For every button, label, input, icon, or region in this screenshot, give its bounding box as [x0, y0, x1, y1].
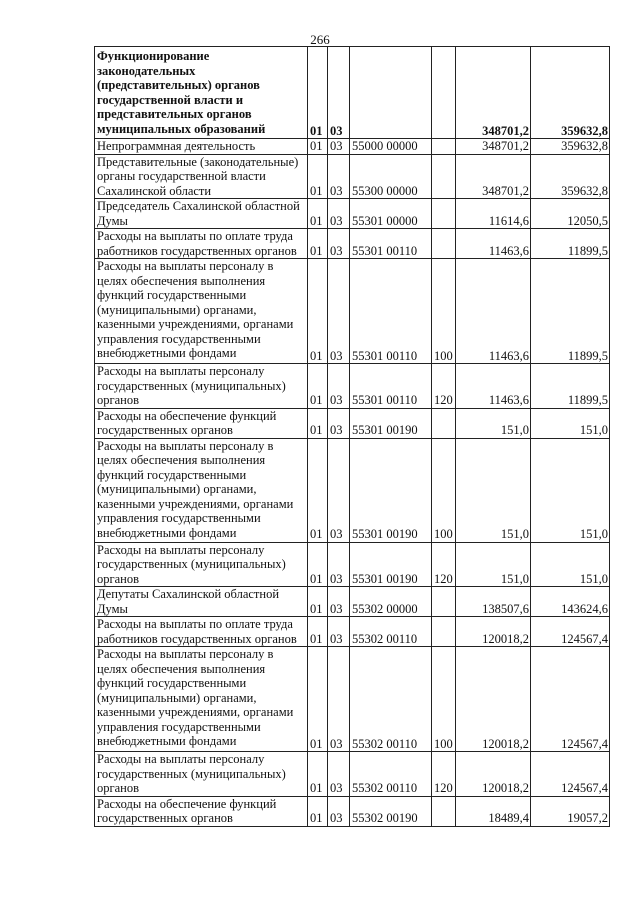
row-name-cell: Расходы на выплаты персоналу в целях обеспечения выполнения функций государственными (муниципальными) органами, казенными учреждениями, органами управления государственными внебюджетными фондами — [95, 647, 308, 752]
target-article-cell: 55300 00000 — [350, 154, 432, 199]
expense-type-cell — [432, 47, 456, 139]
amount-year2-cell: 151,0 — [531, 438, 610, 542]
amount-year1-cell: 348701,2 — [456, 139, 531, 155]
amount-year1-cell: 11463,6 — [456, 229, 531, 259]
amount-year1-cell: 151,0 — [456, 438, 531, 542]
amount-year2-cell: 359632,8 — [531, 139, 610, 155]
row-name-cell: Председатель Сахалинской областной Думы — [95, 199, 308, 229]
section-code-cell: 01 — [308, 438, 328, 542]
budget-table — [94, 46, 610, 827]
subsection-code-cell: 03 — [328, 617, 350, 647]
expense-type-cell: 100 — [432, 259, 456, 364]
section-code-cell: 01 — [308, 617, 328, 647]
table-row — [95, 796, 610, 826]
table-row — [95, 199, 610, 229]
row-name-cell: Расходы на обеспечение функций государственных органов — [95, 408, 308, 438]
target-article-cell: 55302 00000 — [350, 587, 432, 617]
expense-type-cell — [432, 199, 456, 229]
target-article-cell: 55302 00190 — [350, 796, 432, 826]
table-row — [95, 617, 610, 647]
section-code-cell: 01 — [308, 364, 328, 409]
section-code-cell: 01 — [308, 229, 328, 259]
expense-type-cell: 120 — [432, 752, 456, 797]
amount-year2-cell: 11899,5 — [531, 229, 610, 259]
amount-year1-cell: 151,0 — [456, 542, 531, 587]
subsection-code-cell: 03 — [328, 542, 350, 587]
amount-year2-cell: 11899,5 — [531, 364, 610, 409]
amount-year2-cell: 151,0 — [531, 408, 610, 438]
section-code-cell: 01 — [308, 647, 328, 752]
amount-year1-cell: 11463,6 — [456, 364, 531, 409]
row-name-cell: Расходы на выплаты персоналу в целях обеспечения выполнения функций государственными (муниципальными) органами, казенными учреждениями, органами управления государственными внебюджетными фондами — [95, 438, 308, 542]
amount-year1-cell: 11463,6 — [456, 259, 531, 364]
row-name-cell: Расходы на выплаты персоналу государственных (муниципальных) органов — [95, 752, 308, 797]
section-code-cell: 01 — [308, 154, 328, 199]
amount-year1-cell: 348701,2 — [456, 154, 531, 199]
table-row — [95, 139, 610, 155]
target-article-cell: 55301 00190 — [350, 438, 432, 542]
page-number: 266 — [310, 32, 330, 47]
expense-type-cell — [432, 587, 456, 617]
table-row — [95, 229, 610, 259]
row-name-cell: Расходы на выплаты по оплате труда работников государственных органов — [95, 229, 308, 259]
target-article-cell — [350, 47, 432, 139]
subsection-code-cell: 03 — [328, 438, 350, 542]
table-row — [95, 259, 610, 364]
target-article-cell: 55302 00110 — [350, 647, 432, 752]
subsection-code-cell: 03 — [328, 796, 350, 826]
amount-year1-cell: 120018,2 — [456, 752, 531, 797]
row-name-cell: Расходы на выплаты персоналу государственных (муниципальных) органов — [95, 542, 308, 587]
section-code-cell: 01 — [308, 47, 328, 139]
subsection-code-cell: 03 — [328, 47, 350, 139]
table-row — [95, 408, 610, 438]
section-code-cell: 01 — [308, 752, 328, 797]
amount-year1-cell: 11614,6 — [456, 199, 531, 229]
amount-year2-cell: 12050,5 — [531, 199, 610, 229]
expense-type-cell — [432, 154, 456, 199]
subsection-code-cell: 03 — [328, 229, 350, 259]
table-row — [95, 438, 610, 542]
subsection-code-cell: 03 — [328, 364, 350, 409]
row-name-cell: Депутаты Сахалинской областной Думы — [95, 587, 308, 617]
amount-year2-cell: 124567,4 — [531, 617, 610, 647]
amount-year1-cell: 120018,2 — [456, 617, 531, 647]
amount-year1-cell: 120018,2 — [456, 647, 531, 752]
amount-year2-cell: 151,0 — [531, 542, 610, 587]
section-code-cell: 01 — [308, 796, 328, 826]
subsection-code-cell: 03 — [328, 752, 350, 797]
section-code-cell: 01 — [308, 259, 328, 364]
subsection-code-cell: 03 — [328, 408, 350, 438]
expense-type-cell — [432, 408, 456, 438]
table-row — [95, 154, 610, 199]
target-article-cell: 55301 00190 — [350, 408, 432, 438]
target-article-cell: 55301 00110 — [350, 259, 432, 364]
expense-type-cell — [432, 139, 456, 155]
section-code-cell: 01 — [308, 199, 328, 229]
row-name-cell: Непрограммная деятельность — [95, 139, 308, 155]
row-name-cell: Представительные (законодательные) органы государственной власти Сахалинской области — [95, 154, 308, 199]
expense-type-cell: 100 — [432, 647, 456, 752]
section-code-cell: 01 — [308, 542, 328, 587]
row-name-cell: Расходы на обеспечение функций государственных органов — [95, 796, 308, 826]
target-article-cell: 55301 00110 — [350, 229, 432, 259]
expense-type-cell: 120 — [432, 364, 456, 409]
target-article-cell: 55302 00110 — [350, 752, 432, 797]
amount-year2-cell: 143624,6 — [531, 587, 610, 617]
amount-year1-cell: 138507,6 — [456, 587, 531, 617]
amount-year2-cell: 124567,4 — [531, 647, 610, 752]
target-article-cell: 55301 00190 — [350, 542, 432, 587]
target-article-cell: 55000 00000 — [350, 139, 432, 155]
row-name-cell: Расходы на выплаты персоналу в целях обеспечения выполнения функций государственными (муниципальными) органами, казенными учреждениями, органами управления государственными внебюджетными фондами — [95, 259, 308, 364]
row-name-cell: Расходы на выплаты по оплате труда работников государственных органов — [95, 617, 308, 647]
target-article-cell: 55302 00110 — [350, 617, 432, 647]
table-header-row — [95, 47, 610, 139]
amount-year2-cell: 359632,8 — [531, 47, 610, 139]
subsection-code-cell: 03 — [328, 199, 350, 229]
section-code-cell: 01 — [308, 139, 328, 155]
expense-type-cell: 120 — [432, 542, 456, 587]
amount-year1-cell: 348701,2 — [456, 47, 531, 139]
amount-year2-cell: 11899,5 — [531, 259, 610, 364]
table-row — [95, 542, 610, 587]
amount-year2-cell: 19057,2 — [531, 796, 610, 826]
table-row — [95, 364, 610, 409]
subsection-code-cell: 03 — [328, 139, 350, 155]
expense-type-cell: 100 — [432, 438, 456, 542]
table-row — [95, 752, 610, 797]
table-row — [95, 587, 610, 617]
amount-year1-cell: 151,0 — [456, 408, 531, 438]
amount-year2-cell: 124567,4 — [531, 752, 610, 797]
expense-type-cell — [432, 617, 456, 647]
subsection-code-cell: 03 — [328, 647, 350, 752]
table-row — [95, 647, 610, 752]
subsection-code-cell: 03 — [328, 154, 350, 199]
target-article-cell: 55301 00110 — [350, 364, 432, 409]
subsection-code-cell: 03 — [328, 259, 350, 364]
section-code-cell: 01 — [308, 408, 328, 438]
amount-year1-cell: 18489,4 — [456, 796, 531, 826]
expense-type-cell — [432, 229, 456, 259]
amount-year2-cell: 359632,8 — [531, 154, 610, 199]
row-name-cell: Расходы на выплаты персоналу государственных (муниципальных) органов — [95, 364, 308, 409]
row-name-cell: Функционирование законодательных (представительных) органов государственной власти и представительных органов муниципальных образований — [95, 47, 308, 139]
section-code-cell: 01 — [308, 587, 328, 617]
target-article-cell: 55301 00000 — [350, 199, 432, 229]
expense-type-cell — [432, 796, 456, 826]
subsection-code-cell: 03 — [328, 587, 350, 617]
